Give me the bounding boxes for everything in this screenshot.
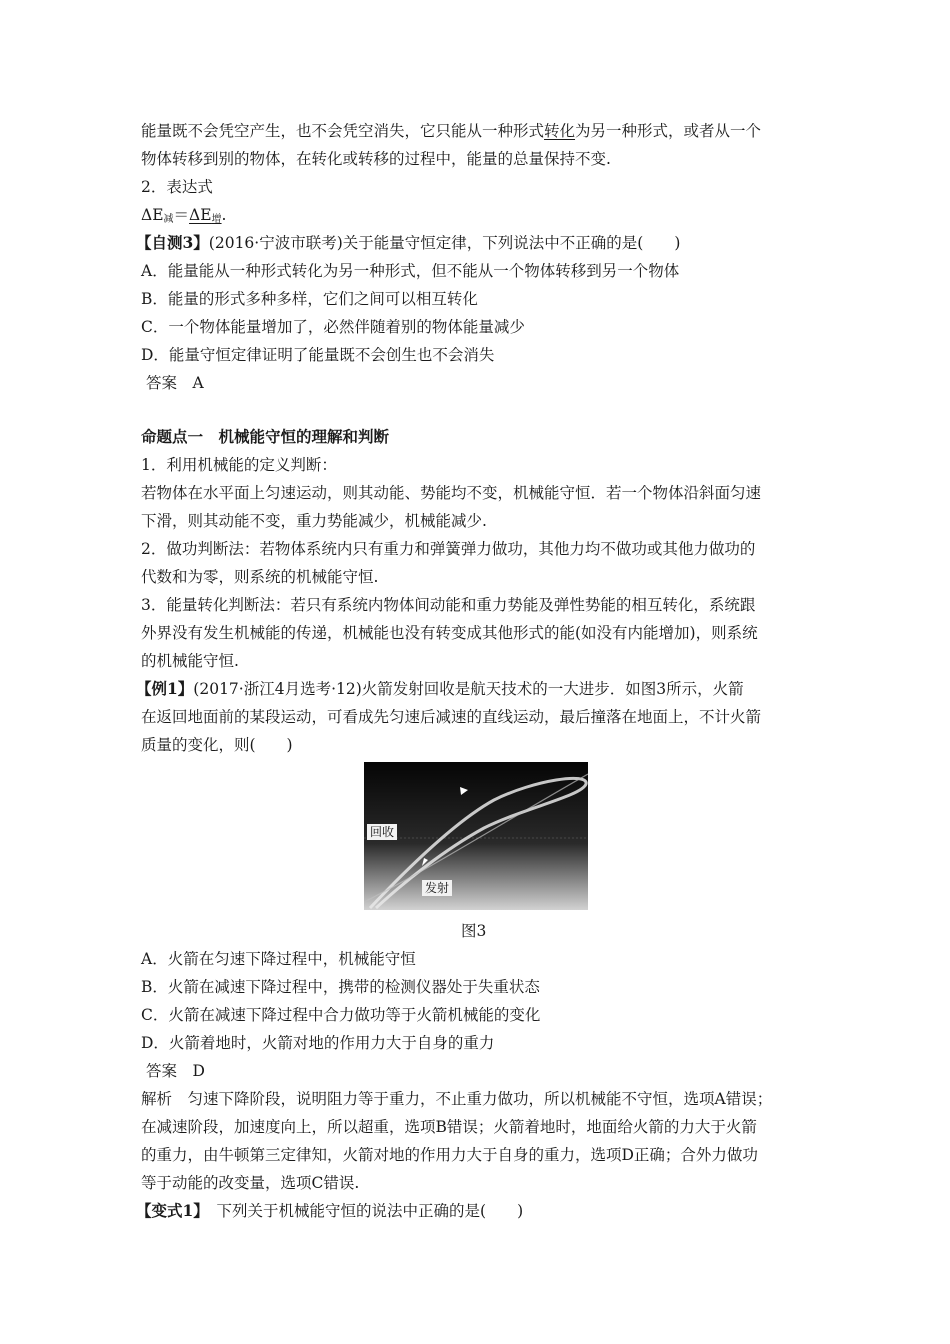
label-launch: 发射 bbox=[422, 880, 452, 896]
analysis-line: 在减速阶段，加速度向上，所以超重，选项B错误；火箭着地时，地面给火箭的力大于火箭 bbox=[141, 1118, 757, 1136]
section-title: 命题点一 机械能守恒的理解和判断 bbox=[141, 427, 390, 446]
formula-left: ΔE bbox=[141, 206, 164, 224]
variant-tag: 【变式1】 bbox=[136, 1201, 202, 1220]
self-test-option-b: B．能量的形式多种多样，它们之间可以相互转化 bbox=[141, 290, 478, 308]
section-line: 若物体在水平面上匀速运动，则其动能、势能均不变，机械能守恒．若一个物体沿斜面匀速 bbox=[141, 484, 762, 502]
self-test-option-d: D．能量守恒定律证明了能量既不会创生也不会消失 bbox=[141, 346, 495, 364]
section-line: 2．做功判断法：若物体系统内只有重力和弹簧弹力做功，其他力均不做功或其他力做功的 bbox=[141, 540, 756, 558]
formula-end: . bbox=[221, 206, 227, 224]
example-1-stem bbox=[136, 679, 744, 699]
self-test-option-c: C．一个物体能量增加了，必然伴随着别的物体能量减少 bbox=[141, 318, 525, 336]
figure-caption: 图3 bbox=[461, 922, 487, 940]
formula-eq: ＝ bbox=[173, 206, 190, 224]
intro-text: 能量既不会凭空产生，也不会凭空消失，它只能从一种形式 bbox=[141, 122, 545, 140]
example-answer: 答案 D bbox=[146, 1062, 205, 1080]
self-test-option-a: A．能量能从一种形式转化为另一种形式，但不能从一个物体转移到另一个物体 bbox=[141, 262, 680, 280]
intro-text: 为另一种形式，或者从一个 bbox=[575, 122, 762, 140]
analysis-line: 解析 匀速下降阶段，说明阻力等于重力，不止重力做功，所以机械能不守恒，选项A错误； bbox=[141, 1090, 773, 1108]
variant-stem-text: 下列关于机械能守恒的说法中正确的是( ) bbox=[201, 1202, 524, 1220]
section-line: 代数和为零，则系统的机械能守恒. bbox=[141, 568, 379, 586]
section-line: 的机械能守恒. bbox=[141, 652, 239, 670]
formula-right: ΔE bbox=[189, 206, 212, 224]
example-option-d: D．火箭着地时，火箭对地的作用力大于自身的重力 bbox=[141, 1034, 495, 1052]
self-test-answer: 答案 A bbox=[146, 374, 204, 392]
example-stem-line: 质量的变化，则( ) bbox=[141, 736, 293, 754]
formula-left-sub: 减 bbox=[163, 214, 174, 225]
label-return: 回收 bbox=[367, 824, 397, 840]
formula-right-sub: 增 bbox=[211, 214, 222, 225]
self-test-stem-text: (2016·宁波市联考)关于能量守恒定律，下列说法中不正确的是( ) bbox=[208, 234, 681, 252]
section-line: 下滑，则其动能不变，重力势能减少，机械能减少. bbox=[141, 512, 487, 530]
section-line: 外界没有发生机械能的传递，机械能也没有转变成其他形式的能(如没有内能增加)，则系统 bbox=[141, 624, 758, 642]
example-tag: 【例1】 bbox=[136, 679, 194, 698]
intro-line-1 bbox=[141, 121, 761, 141]
variant-1-stem bbox=[136, 1201, 523, 1221]
expr-heading: 2．表达式 bbox=[141, 178, 213, 196]
example-stem-line: 在返回地面前的某段运动，可看成先匀速后减速的直线运动，最后撞落在地面上，不计火箭 bbox=[141, 708, 762, 726]
formula-right-underlined bbox=[189, 206, 222, 224]
underlined-term: 转化 bbox=[544, 122, 576, 140]
energy-formula bbox=[141, 205, 226, 230]
section-line: 3．能量转化判断法：若只有系统内物体间动能和重力势能及弹性势能的相互转化，系统跟 bbox=[141, 596, 756, 614]
analysis-line: 等于动能的改变量，选项C错误. bbox=[141, 1174, 360, 1192]
example-stem-text: (2017·浙江4月选考·12)火箭发射回收是航天技术的一大进步．如图3所示，火箭 bbox=[193, 680, 744, 698]
example-option-c: C．火箭在减速下降过程中合力做功等于火箭机械能的变化 bbox=[141, 1006, 541, 1024]
self-test-3-stem bbox=[136, 233, 680, 253]
analysis-line: 的重力，由牛顿第三定律知，火箭对地的作用力大于自身的重力，选项D正确；合外力做功 bbox=[141, 1146, 758, 1164]
example-option-b: B．火箭在减速下降过程中，携带的检测仪器处于失重状态 bbox=[141, 978, 540, 996]
intro-line-2: 物体转移到别的物体，在转化或转移的过程中，能量的总量保持不变. bbox=[141, 150, 611, 168]
section-line: 1．利用机械能的定义判断： bbox=[141, 456, 337, 474]
self-test-tag: 【自测3】 bbox=[136, 233, 209, 252]
rocket-recovery-figure bbox=[364, 762, 588, 910]
rocket-trajectory-illustration bbox=[364, 762, 588, 910]
example-option-a: A．火箭在匀速下降过程中，机械能守恒 bbox=[141, 950, 416, 968]
